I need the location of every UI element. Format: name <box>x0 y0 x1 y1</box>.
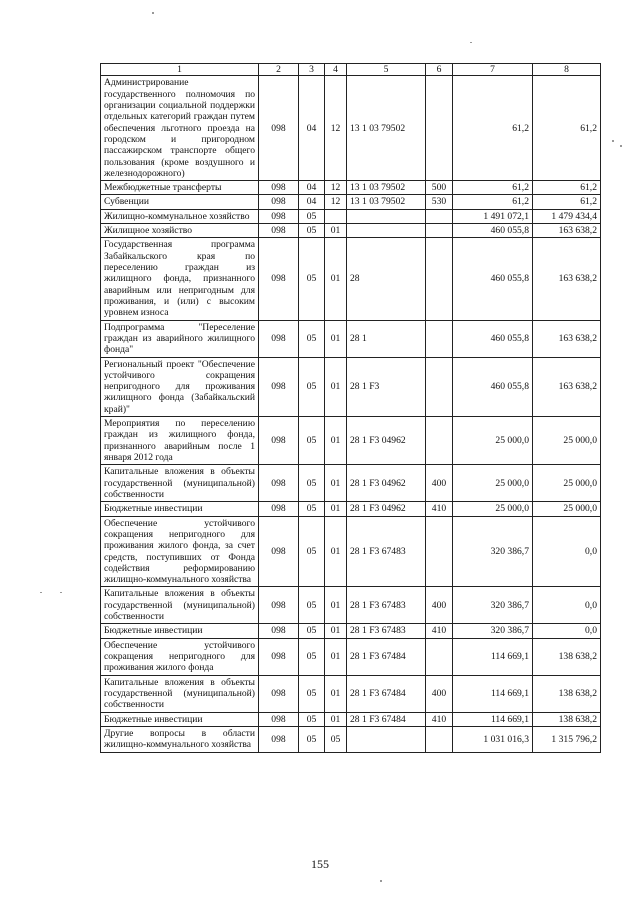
amount-year1-cell: 1 031 016,3 <box>453 726 533 752</box>
section-code-cell: 05 <box>299 320 325 357</box>
target-article-cell: 28 1 F3 67484 <box>347 712 426 726</box>
ved-code-cell: 098 <box>259 465 299 502</box>
expense-type-cell <box>426 516 453 587</box>
subsection-code-cell: 01 <box>325 712 347 726</box>
amount-year1-cell: 320 386,7 <box>453 587 533 624</box>
amount-year1-cell: 460 055,8 <box>453 224 533 238</box>
table-row <box>101 224 601 238</box>
row-name-cell: Межбюджетные трансферты <box>101 181 259 195</box>
scan-speck <box>152 12 154 14</box>
amount-year2-cell: 25 000,0 <box>533 417 601 465</box>
expense-type-cell: 530 <box>426 195 453 209</box>
header-cell: 7 <box>453 64 533 76</box>
section-code-cell: 05 <box>299 712 325 726</box>
amount-year2-cell: 0,0 <box>533 624 601 638</box>
amount-year2-cell: 163 638,2 <box>533 238 601 320</box>
ved-code-cell: 098 <box>259 624 299 638</box>
table-row <box>101 357 601 417</box>
row-name-cell: Подпрограмма "Переселение граждан из аварийного жилищного фонда" <box>101 320 259 357</box>
row-name-cell: Бюджетные инвестиции <box>101 502 259 516</box>
table-row <box>101 417 601 465</box>
table-row <box>101 195 601 209</box>
target-article-cell: 28 <box>347 238 426 320</box>
table-row <box>101 712 601 726</box>
amount-year1-cell: 460 055,8 <box>453 357 533 417</box>
target-article-cell: 28 1 F3 67484 <box>347 675 426 712</box>
ved-code-cell: 098 <box>259 76 299 181</box>
subsection-code-cell: 01 <box>325 675 347 712</box>
page-number: 155 <box>311 857 329 871</box>
target-article-cell: 28 1 <box>347 320 426 357</box>
table-body <box>101 76 601 752</box>
ved-code-cell: 098 <box>259 675 299 712</box>
row-name-cell: Жилищное хозяйство <box>101 224 259 238</box>
subsection-code-cell: 01 <box>325 465 347 502</box>
target-article-cell: 13 1 03 79502 <box>347 76 426 181</box>
expense-type-cell: 400 <box>426 587 453 624</box>
row-name-cell: Субвенции <box>101 195 259 209</box>
table-row <box>101 320 601 357</box>
target-article-cell: 28 1 F3 <box>347 357 426 417</box>
amount-year1-cell: 320 386,7 <box>453 516 533 587</box>
amount-year1-cell: 460 055,8 <box>453 320 533 357</box>
target-article-cell: 28 1 F3 67483 <box>347 516 426 587</box>
header-cell: 2 <box>259 64 299 76</box>
scan-speck <box>40 592 42 593</box>
expense-type-cell <box>426 224 453 238</box>
row-name-cell: Капитальные вложения в объекты государственной (муниципальной) собственности <box>101 587 259 624</box>
section-code-cell: 05 <box>299 502 325 516</box>
ved-code-cell: 098 <box>259 417 299 465</box>
amount-year2-cell: 163 638,2 <box>533 357 601 417</box>
expense-type-cell <box>426 209 453 223</box>
expense-type-cell <box>426 238 453 320</box>
row-name-cell: Капитальные вложения в объекты государственной (муниципальной) собственности <box>101 465 259 502</box>
section-code-cell: 04 <box>299 195 325 209</box>
ved-code-cell: 098 <box>259 712 299 726</box>
amount-year1-cell: 1 491 072,1 <box>453 209 533 223</box>
scan-speck <box>612 140 614 142</box>
expense-type-cell <box>426 726 453 752</box>
amount-year2-cell: 1 315 796,2 <box>533 726 601 752</box>
target-article-cell: 28 1 F3 04962 <box>347 502 426 516</box>
table-row <box>101 516 601 587</box>
expense-type-cell: 410 <box>426 502 453 516</box>
amount-year1-cell: 61,2 <box>453 195 533 209</box>
amount-year2-cell: 25 000,0 <box>533 465 601 502</box>
target-article-cell <box>347 726 426 752</box>
ved-code-cell: 098 <box>259 502 299 516</box>
table-row <box>101 675 601 712</box>
table-row <box>101 726 601 752</box>
section-code-cell: 05 <box>299 238 325 320</box>
target-article-cell: 28 1 F3 67484 <box>347 638 426 675</box>
amount-year2-cell: 25 000,0 <box>533 502 601 516</box>
table-header-row <box>101 64 601 76</box>
subsection-code-cell: 12 <box>325 76 347 181</box>
subsection-code-cell: 01 <box>325 624 347 638</box>
amount-year2-cell: 0,0 <box>533 587 601 624</box>
row-name-cell: Администрирование государственного полномочия по организации социальной поддержки отдельных категорий граждан путем обеспечения льготного проезда на городском и пригородном пассажирском транспорте общего пользования (кроме воздушного и железнодорожного) <box>101 76 259 181</box>
target-article-cell <box>347 209 426 223</box>
ved-code-cell: 098 <box>259 357 299 417</box>
row-name-cell: Мероприятия по переселению граждан из жилищного фонда, признанного аварийным после 1 января 2012 года <box>101 417 259 465</box>
row-name-cell: Другие вопросы в области жилищно-коммунального хозяйства <box>101 726 259 752</box>
section-code-cell: 05 <box>299 209 325 223</box>
ved-code-cell: 098 <box>259 209 299 223</box>
scan-speck <box>470 42 472 43</box>
amount-year1-cell: 61,2 <box>453 181 533 195</box>
ved-code-cell: 098 <box>259 181 299 195</box>
subsection-code-cell: 01 <box>325 320 347 357</box>
row-name-cell: Бюджетные инвестиции <box>101 624 259 638</box>
target-article-cell: 28 1 F3 67483 <box>347 587 426 624</box>
scan-speck <box>620 145 622 147</box>
amount-year2-cell: 138 638,2 <box>533 712 601 726</box>
amount-year2-cell: 138 638,2 <box>533 638 601 675</box>
ved-code-cell: 098 <box>259 320 299 357</box>
header-cell: 5 <box>347 64 426 76</box>
table-row <box>101 181 601 195</box>
subsection-code-cell: 12 <box>325 181 347 195</box>
row-name-cell: Обеспечение устойчивого сокращения непригодного для проживания жилого фонда, за счет средств, поступивших от Фонда содействия реформированию жилищно-коммунального хозяйства <box>101 516 259 587</box>
table-row <box>101 76 601 181</box>
amount-year2-cell: 0,0 <box>533 516 601 587</box>
section-code-cell: 04 <box>299 76 325 181</box>
expense-type-cell <box>426 76 453 181</box>
ved-code-cell: 098 <box>259 195 299 209</box>
row-name-cell: Капитальные вложения в объекты государственной (муниципальной) собственности <box>101 675 259 712</box>
target-article-cell: 13 1 03 79502 <box>347 195 426 209</box>
section-code-cell: 05 <box>299 417 325 465</box>
row-name-cell: Государственная программа Забайкальского края по переселению граждан из жилищного фонда, признанного аварийным или непригодным для проживания, и (или) с высоким уровнем износа <box>101 238 259 320</box>
table-row <box>101 238 601 320</box>
table-row <box>101 465 601 502</box>
table-row <box>101 624 601 638</box>
amount-year1-cell: 61,2 <box>453 76 533 181</box>
subsection-code-cell: 05 <box>325 726 347 752</box>
subsection-code-cell: 01 <box>325 238 347 320</box>
row-name-cell: Бюджетные инвестиции <box>101 712 259 726</box>
section-code-cell: 05 <box>299 726 325 752</box>
amount-year2-cell: 163 638,2 <box>533 224 601 238</box>
amount-year2-cell: 61,2 <box>533 76 601 181</box>
target-article-cell: 13 1 03 79502 <box>347 181 426 195</box>
ved-code-cell: 098 <box>259 638 299 675</box>
table-row <box>101 209 601 223</box>
expense-type-cell: 410 <box>426 624 453 638</box>
section-code-cell: 05 <box>299 624 325 638</box>
table-row <box>101 502 601 516</box>
expense-type-cell <box>426 357 453 417</box>
target-article-cell <box>347 224 426 238</box>
expense-type-cell: 400 <box>426 675 453 712</box>
subsection-code-cell <box>325 209 347 223</box>
subsection-code-cell: 01 <box>325 502 347 516</box>
amount-year1-cell: 114 669,1 <box>453 675 533 712</box>
header-cell: 8 <box>533 64 601 76</box>
target-article-cell: 28 1 F3 04962 <box>347 417 426 465</box>
ved-code-cell: 098 <box>259 587 299 624</box>
amount-year1-cell: 114 669,1 <box>453 638 533 675</box>
ved-code-cell: 098 <box>259 516 299 587</box>
scan-speck <box>380 880 382 882</box>
subsection-code-cell: 01 <box>325 638 347 675</box>
ved-code-cell: 098 <box>259 238 299 320</box>
amount-year2-cell: 138 638,2 <box>533 675 601 712</box>
row-name-cell: Жилищно-коммунальное хозяйство <box>101 209 259 223</box>
ved-code-cell: 098 <box>259 726 299 752</box>
expense-type-cell <box>426 320 453 357</box>
expense-type-cell: 500 <box>426 181 453 195</box>
scan-speck <box>60 592 62 593</box>
target-article-cell: 28 1 F3 67483 <box>347 624 426 638</box>
section-code-cell: 05 <box>299 516 325 587</box>
ved-code-cell: 098 <box>259 224 299 238</box>
amount-year1-cell: 25 000,0 <box>453 502 533 516</box>
subsection-code-cell: 12 <box>325 195 347 209</box>
amount-year1-cell: 320 386,7 <box>453 624 533 638</box>
subsection-code-cell: 01 <box>325 417 347 465</box>
table-row <box>101 638 601 675</box>
amount-year1-cell: 25 000,0 <box>453 465 533 502</box>
section-code-cell: 05 <box>299 465 325 502</box>
subsection-code-cell: 01 <box>325 587 347 624</box>
section-code-cell: 04 <box>299 181 325 195</box>
header-cell: 4 <box>325 64 347 76</box>
header-cell: 1 <box>101 64 259 76</box>
amount-year1-cell: 460 055,8 <box>453 238 533 320</box>
header-cell: 6 <box>426 64 453 76</box>
section-code-cell: 05 <box>299 224 325 238</box>
row-name-cell: Обеспечение устойчивого сокращения непригодного для проживания жилого фонда <box>101 638 259 675</box>
subsection-code-cell: 01 <box>325 516 347 587</box>
table-row <box>101 587 601 624</box>
amount-year2-cell: 1 479 434,4 <box>533 209 601 223</box>
header-cell: 3 <box>299 64 325 76</box>
subsection-code-cell: 01 <box>325 224 347 238</box>
amount-year1-cell: 25 000,0 <box>453 417 533 465</box>
section-code-cell: 05 <box>299 638 325 675</box>
row-name-cell: Региональный проект "Обеспечение устойчивого сокращения непригодного для проживания жилищного фонда (Забайкальский край)" <box>101 357 259 417</box>
amount-year2-cell: 61,2 <box>533 195 601 209</box>
section-code-cell: 05 <box>299 675 325 712</box>
expense-type-cell: 400 <box>426 465 453 502</box>
budget-table <box>100 63 601 753</box>
section-code-cell: 05 <box>299 357 325 417</box>
subsection-code-cell: 01 <box>325 357 347 417</box>
section-code-cell: 05 <box>299 587 325 624</box>
amount-year1-cell: 114 669,1 <box>453 712 533 726</box>
expense-type-cell: 410 <box>426 712 453 726</box>
amount-year2-cell: 61,2 <box>533 181 601 195</box>
target-article-cell: 28 1 F3 04962 <box>347 465 426 502</box>
expense-type-cell <box>426 638 453 675</box>
amount-year2-cell: 163 638,2 <box>533 320 601 357</box>
expense-type-cell <box>426 417 453 465</box>
